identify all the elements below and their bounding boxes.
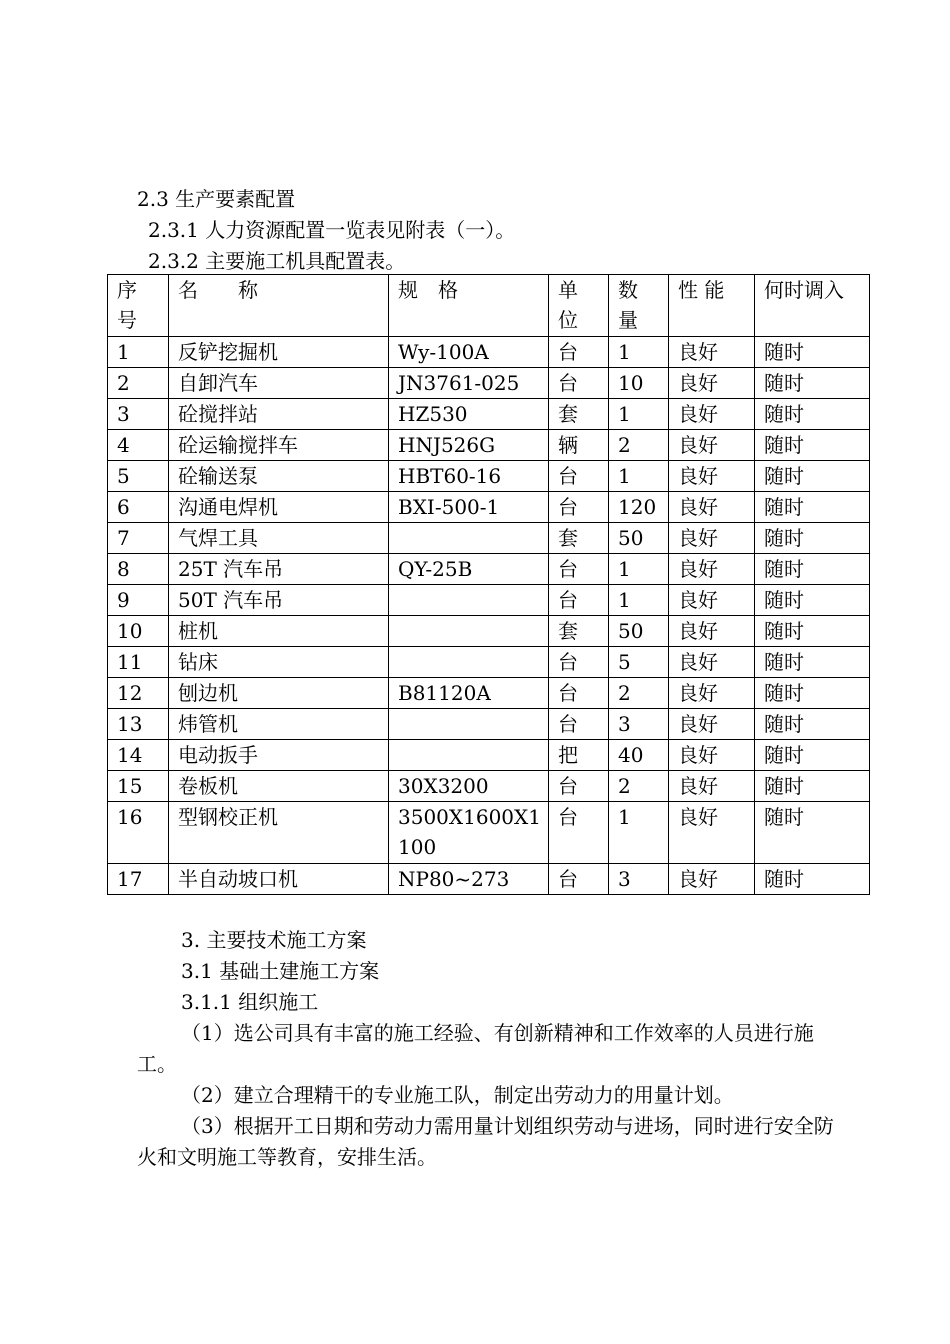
cell-performance: 良好 xyxy=(669,802,755,864)
cell-performance: 良好 xyxy=(669,554,755,585)
section-heading-2-3: 2.3 生产要素配置 xyxy=(137,187,296,211)
equipment-table xyxy=(107,274,870,895)
cell-index: 9 xyxy=(108,585,169,616)
cell-quantity: 1 xyxy=(609,337,669,368)
table-row xyxy=(108,740,870,771)
cell-name: 刨边机 xyxy=(169,678,389,709)
cell-quantity: 120 xyxy=(609,492,669,523)
table-row xyxy=(108,771,870,802)
cell-index: 7 xyxy=(108,523,169,554)
cell-name: 桩机 xyxy=(169,616,389,647)
cell-quantity: 3 xyxy=(609,864,669,895)
cell-index: 1 xyxy=(108,337,169,368)
cell-arrival-time: 随时 xyxy=(755,802,870,864)
cell-spec: Wy-100A xyxy=(389,337,549,368)
cell-performance: 良好 xyxy=(669,492,755,523)
cell-spec xyxy=(389,616,549,647)
table-row xyxy=(108,461,870,492)
cell-index: 10 xyxy=(108,616,169,647)
cell-index: 2 xyxy=(108,368,169,399)
table-row xyxy=(108,337,870,368)
cell-performance: 良好 xyxy=(669,585,755,616)
cell-arrival-time: 随时 xyxy=(755,864,870,895)
cell-arrival-time: 随时 xyxy=(755,585,870,616)
cell-index: 14 xyxy=(108,740,169,771)
cell-unit: 辆 xyxy=(549,430,609,461)
cell-arrival-time: 随时 xyxy=(755,492,870,523)
cell-unit: 套 xyxy=(549,523,609,554)
table-row xyxy=(108,678,870,709)
cell-quantity: 40 xyxy=(609,740,669,771)
cell-quantity: 2 xyxy=(609,430,669,461)
cell-performance: 良好 xyxy=(669,523,755,554)
cell-performance: 良好 xyxy=(669,740,755,771)
cell-arrival-time: 随时 xyxy=(755,399,870,430)
cell-index: 11 xyxy=(108,647,169,678)
cell-unit: 台 xyxy=(549,337,609,368)
cell-performance: 良好 xyxy=(669,647,755,678)
cell-index: 4 xyxy=(108,430,169,461)
table-row xyxy=(108,368,870,399)
table-row xyxy=(108,399,870,430)
table-row xyxy=(108,647,870,678)
cell-spec xyxy=(389,647,549,678)
cell-spec xyxy=(389,523,549,554)
cell-quantity: 5 xyxy=(609,647,669,678)
table-row xyxy=(108,430,870,461)
cell-arrival-time: 随时 xyxy=(755,616,870,647)
cell-performance: 良好 xyxy=(669,709,755,740)
cell-unit: 台 xyxy=(549,771,609,802)
cell-name: 钻床 xyxy=(169,647,389,678)
cell-index: 8 xyxy=(108,554,169,585)
cell-unit: 台 xyxy=(549,802,609,864)
paragraph-2: （2）建立合理精干的专业施工队，制定出劳动力的用量计划。 xyxy=(181,1083,734,1107)
cell-quantity: 50 xyxy=(609,616,669,647)
cell-arrival-time: 随时 xyxy=(755,771,870,802)
table-row xyxy=(108,492,870,523)
cell-index: 3 xyxy=(108,399,169,430)
cell-spec: HNJ526G xyxy=(389,430,549,461)
header-cell-performance: 性 能 xyxy=(669,275,755,337)
cell-quantity: 1 xyxy=(609,554,669,585)
cell-quantity: 1 xyxy=(609,802,669,864)
section-heading-2-3-2: 2.3.2 主要施工机具配置表。 xyxy=(148,249,406,273)
cell-unit: 套 xyxy=(549,399,609,430)
paragraph-3: （3）根据开工日期和劳动力需用量计划组织劳动与进场，同时进行安全防火和文明施工等教育，安排生活。 xyxy=(137,1114,834,1169)
table-row xyxy=(108,523,870,554)
cell-name: 卷板机 xyxy=(169,771,389,802)
cell-arrival-time: 随时 xyxy=(755,337,870,368)
header-cell-unit: 单位 xyxy=(549,275,609,337)
cell-quantity: 1 xyxy=(609,399,669,430)
cell-index: 15 xyxy=(108,771,169,802)
cell-name: 自卸汽车 xyxy=(169,368,389,399)
cell-unit: 台 xyxy=(549,585,609,616)
cell-spec: 3500X1600X1100 xyxy=(389,802,549,864)
cell-spec: HZ530 xyxy=(389,399,549,430)
cell-arrival-time: 随时 xyxy=(755,678,870,709)
cell-name: 炜管机 xyxy=(169,709,389,740)
cell-arrival-time: 随时 xyxy=(755,554,870,585)
cell-name: 砼输送泵 xyxy=(169,461,389,492)
header-cell-arrival-time: 何时调入 xyxy=(755,275,870,337)
table-row xyxy=(108,709,870,740)
section-heading-3-1: 3.1 基础土建施工方案 xyxy=(181,959,380,983)
cell-unit: 台 xyxy=(549,709,609,740)
table-row xyxy=(108,616,870,647)
cell-name: 型钢校正机 xyxy=(169,802,389,864)
cell-spec: QY-25B xyxy=(389,554,549,585)
cell-name: 反铲挖掘机 xyxy=(169,337,389,368)
cell-name: 砼运输搅拌车 xyxy=(169,430,389,461)
cell-spec: HBT60-16 xyxy=(389,461,549,492)
cell-name: 气焊工具 xyxy=(169,523,389,554)
header-cell-quantity: 数量 xyxy=(609,275,669,337)
cell-performance: 良好 xyxy=(669,771,755,802)
cell-unit: 套 xyxy=(549,616,609,647)
cell-quantity: 10 xyxy=(609,368,669,399)
cell-arrival-time: 随时 xyxy=(755,740,870,771)
table-row xyxy=(108,554,870,585)
table-row xyxy=(108,585,870,616)
paragraph-1: （1）选公司具有丰富的施工经验、有创新精神和工作效率的人员进行施工。 xyxy=(137,1021,814,1076)
cell-quantity: 2 xyxy=(609,678,669,709)
header-cell-index: 序号 xyxy=(108,275,169,337)
cell-unit: 台 xyxy=(549,461,609,492)
cell-spec xyxy=(389,585,549,616)
section-heading-2-3-1: 2.3.1 人力资源配置一览表见附表（一）。 xyxy=(148,218,516,242)
cell-name: 半自动坡口机 xyxy=(169,864,389,895)
cell-index: 13 xyxy=(108,709,169,740)
table-row xyxy=(108,864,870,895)
cell-name: 砼搅拌站 xyxy=(169,399,389,430)
cell-unit: 台 xyxy=(549,554,609,585)
cell-spec: JN3761-025 xyxy=(389,368,549,399)
table-row xyxy=(108,802,870,864)
cell-name: 50T 汽车吊 xyxy=(169,585,389,616)
cell-arrival-time: 随时 xyxy=(755,461,870,492)
cell-spec: 30X3200 xyxy=(389,771,549,802)
header-cell-name: 名 称 xyxy=(169,275,389,337)
cell-unit: 台 xyxy=(549,678,609,709)
cell-unit: 台 xyxy=(549,647,609,678)
cell-quantity: 3 xyxy=(609,709,669,740)
cell-performance: 良好 xyxy=(669,368,755,399)
cell-name: 电动扳手 xyxy=(169,740,389,771)
cell-spec: BXI-500-1 xyxy=(389,492,549,523)
cell-name: 25T 汽车吊 xyxy=(169,554,389,585)
cell-quantity: 50 xyxy=(609,523,669,554)
cell-arrival-time: 随时 xyxy=(755,523,870,554)
section-heading-3-1-1: 3.1.1 组织施工 xyxy=(181,990,319,1014)
cell-performance: 良好 xyxy=(669,430,755,461)
cell-performance: 良好 xyxy=(669,399,755,430)
cell-unit: 台 xyxy=(549,864,609,895)
cell-spec xyxy=(389,709,549,740)
cell-performance: 良好 xyxy=(669,864,755,895)
cell-performance: 良好 xyxy=(669,461,755,492)
cell-spec xyxy=(389,740,549,771)
cell-performance: 良好 xyxy=(669,337,755,368)
cell-spec: B81120A xyxy=(389,678,549,709)
cell-index: 12 xyxy=(108,678,169,709)
cell-arrival-time: 随时 xyxy=(755,709,870,740)
cell-index: 17 xyxy=(108,864,169,895)
cell-arrival-time: 随时 xyxy=(755,647,870,678)
cell-quantity: 1 xyxy=(609,461,669,492)
cell-quantity: 2 xyxy=(609,771,669,802)
cell-index: 5 xyxy=(108,461,169,492)
cell-index: 16 xyxy=(108,802,169,864)
cell-unit: 把 xyxy=(549,740,609,771)
cell-index: 6 xyxy=(108,492,169,523)
cell-unit: 台 xyxy=(549,492,609,523)
cell-performance: 良好 xyxy=(669,616,755,647)
cell-quantity: 1 xyxy=(609,585,669,616)
cell-arrival-time: 随时 xyxy=(755,430,870,461)
cell-name: 沟通电焊机 xyxy=(169,492,389,523)
cell-arrival-time: 随时 xyxy=(755,368,870,399)
header-cell-spec: 规 格 xyxy=(389,275,549,337)
cell-spec: NP80~273 xyxy=(389,864,549,895)
cell-performance: 良好 xyxy=(669,678,755,709)
cell-unit: 台 xyxy=(549,368,609,399)
section-heading-3: 3. 主要技术施工方案 xyxy=(181,928,367,952)
table-header-row xyxy=(108,275,870,337)
